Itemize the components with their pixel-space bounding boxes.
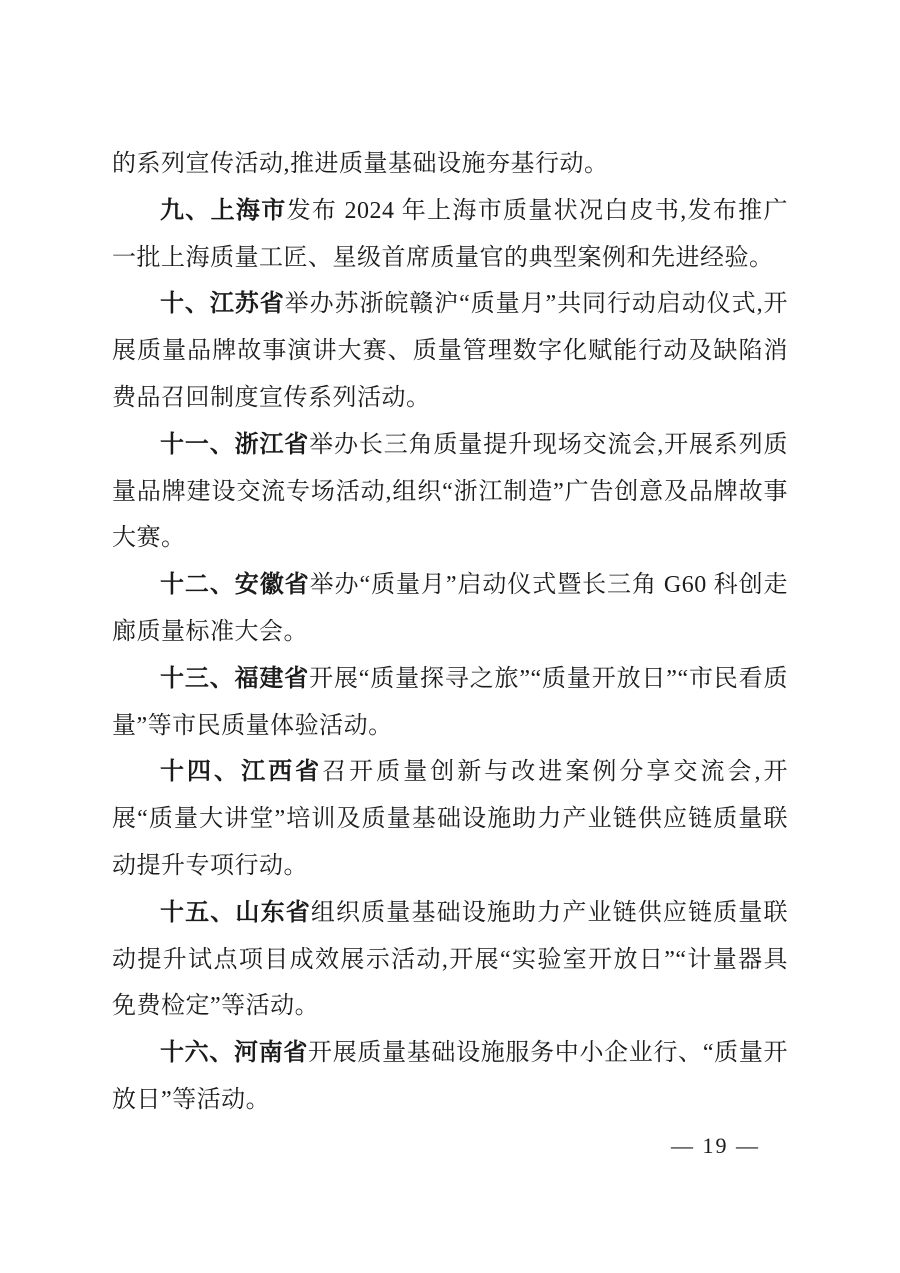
paragraph-item-9 (112, 188, 788, 282)
paragraph-body: 开展“质量探寻之旅”“质量开放日”“市民看质量”等市民质量体验活动。 (112, 665, 789, 739)
paragraph-item-10 (112, 281, 788, 421)
paragraph-lead: 十一、浙江省 (160, 431, 310, 458)
paragraph-item-14 (112, 749, 788, 889)
paragraph-item-11 (112, 422, 788, 562)
paragraph-lead: 十二、安徽省 (160, 572, 310, 599)
paragraph-item-13 (112, 656, 788, 750)
paragraph-lead: 十六、河南省 (160, 1040, 309, 1067)
document-body (112, 141, 788, 1124)
paragraph-body: 发布 2024 年上海市质量状况白皮书,发布推广一批上海质量工匠、星级首席质量官的典型案例和先进经验。 (112, 197, 788, 271)
paragraph-body: 举办长三角质量提升现场交流会,开展系列质量品牌建设交流专场活动,组织“浙江制造”广告创意及品牌故事大赛。 (112, 431, 789, 552)
paragraph-item-12 (112, 562, 788, 656)
paragraph-lead: 十五、山东省 (160, 899, 311, 926)
paragraph-body: 组织质量基础设施助力产业链供应链质量联动提升试点项目成效展示活动,开展“实验室开放日”“计量器具免费检定”等活动。 (112, 899, 788, 1020)
paragraph-body: 举办苏浙皖赣沪“质量月”共同行动启动仪式,开展质量品牌故事演讲大赛、质量管理数字化赋能行动及缺陷消费品召回制度宣传系列活动。 (112, 291, 788, 411)
paragraph-body: 的系列宣传活动,推进质量基础设施夯基行动。 (112, 151, 609, 177)
paragraph-body: 召开质量创新与改进案例分享交流会,开展“质量大讲堂”培训及质量基础设施助力产业链供应链质量联动提升专项行动。 (112, 759, 789, 879)
paragraph-body: 开展质量基础设施服务中小企业行、“质量开放日”等活动。 (112, 1040, 788, 1113)
paragraph-lead: 十、江苏省 (160, 291, 285, 318)
paragraph-continuation (112, 141, 788, 188)
paragraph-item-15 (112, 890, 788, 1030)
paragraph-body: 举办“质量月”启动仪式暨长三角 G60 科创走廊质量标准大会。 (112, 572, 788, 645)
paragraph-lead: 十三、福建省 (160, 665, 310, 692)
page-number: — 19 — (671, 1133, 760, 1158)
paragraph-lead: 十四、江西省 (160, 759, 323, 786)
paragraph-item-16 (112, 1030, 788, 1124)
paragraph-lead: 九、上海市 (160, 197, 287, 224)
